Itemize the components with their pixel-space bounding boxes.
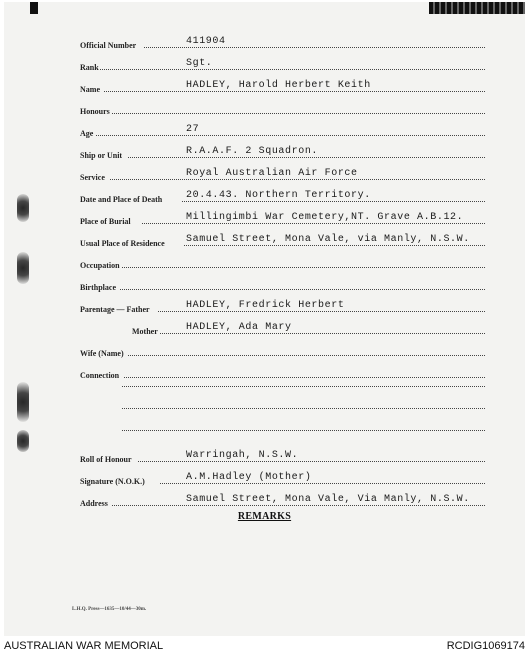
wife-label: Wife (Name) <box>80 349 124 358</box>
wife-row <box>80 338 485 358</box>
burial-value: Millingimbi War Cemetery,NT. Grave A.B.12. <box>186 212 464 223</box>
burial-label: Place of Burial <box>80 217 131 226</box>
rank-label: Rank <box>80 63 99 72</box>
corner-mark-left <box>30 2 38 14</box>
mother-row <box>80 316 485 336</box>
death-label: Date and Place of Death <box>80 195 163 204</box>
signature-row <box>80 466 485 486</box>
connection-label: Connection <box>80 371 120 380</box>
binder-hole-3 <box>17 382 29 422</box>
name-value: HADLEY, Harold Herbert Keith <box>186 80 371 91</box>
official-number-value: 411904 <box>186 36 226 47</box>
residence-label: Usual Place of Residence <box>80 239 165 248</box>
binder-hole-4 <box>17 430 29 452</box>
address-value: Samuel Street, Mona Vale, Via Manly, N.S.W. <box>186 494 470 505</box>
connection-line-4 <box>122 430 485 431</box>
age-label: Age <box>80 129 94 138</box>
service-label: Service <box>80 173 105 182</box>
honours-row <box>80 96 485 116</box>
birthplace-row <box>80 272 485 292</box>
mother-label: Mother <box>132 327 158 336</box>
address-label: Address <box>80 499 108 508</box>
residence-row <box>80 228 485 248</box>
father-label: Parentage — Father <box>80 305 150 314</box>
birthplace-label: Birthplace <box>80 283 116 292</box>
mother-value: HADLEY, Ada Mary <box>186 322 292 333</box>
connection-line-3 <box>122 408 485 409</box>
father-row <box>80 294 485 314</box>
rank-value: Sgt. <box>186 58 213 69</box>
roll-of-honour-value: Warringah, N.S.W. <box>186 450 299 461</box>
remarks-heading: REMARKS <box>237 511 292 522</box>
footer-right: RCDIG1069174 <box>446 640 525 652</box>
ship-or-unit-row <box>80 140 485 160</box>
ship-or-unit-value: R.A.A.F. 2 Squadron. <box>186 146 319 157</box>
signature-value: A.M.Hadley (Mother) <box>186 472 312 483</box>
record-card <box>4 2 525 636</box>
burial-row <box>80 206 485 226</box>
form-imprint: L.H.Q. Press—1635—10/44—30m. <box>72 607 147 612</box>
occupation-row <box>80 250 485 270</box>
death-value: 20.4.43. Northern Territory. <box>186 190 371 201</box>
address-row <box>80 488 485 508</box>
death-row <box>80 184 485 204</box>
service-value: Royal Australian Air Force <box>186 168 358 179</box>
service-row <box>80 162 485 182</box>
official-number-label: Official Number <box>80 41 137 50</box>
name-row <box>80 74 485 94</box>
signature-label: Signature (N.O.K.) <box>80 477 145 486</box>
connection-row <box>80 360 485 380</box>
honours-label: Honours <box>80 107 110 116</box>
occupation-label: Occupation <box>80 261 120 270</box>
residence-value: Samuel Street, Mona Vale, via Manly, N.S.W. <box>186 234 470 245</box>
footer-left: AUSTRALIAN WAR MEMORIAL <box>4 640 164 652</box>
binder-hole-2 <box>17 252 29 284</box>
connection-line-2 <box>122 386 485 387</box>
roll-of-honour-label: Roll of Honour <box>80 455 132 464</box>
age-value: 27 <box>186 124 200 135</box>
official-number-row <box>80 30 485 50</box>
father-value: HADLEY, Fredrick Herbert <box>186 300 345 311</box>
ship-or-unit-label: Ship or Unit <box>80 151 123 160</box>
age-row <box>80 118 485 138</box>
name-label: Name <box>80 85 100 94</box>
rank-row <box>80 52 485 72</box>
roll-of-honour-row <box>80 444 485 464</box>
corner-mark-right <box>429 2 525 14</box>
binder-hole-1 <box>17 194 29 222</box>
